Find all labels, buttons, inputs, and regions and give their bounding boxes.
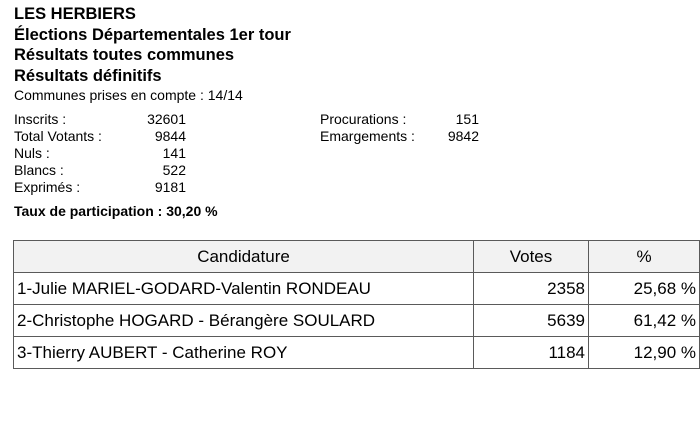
communes-count: Communes prises en compte : 14/14 xyxy=(14,87,243,103)
stat-value: 522 xyxy=(162,162,186,178)
candidate-percent: 25,68 % xyxy=(589,273,700,305)
status-title: Résultats définitifs xyxy=(14,66,162,85)
stats-right xyxy=(320,111,479,145)
stat-row-emargements xyxy=(320,128,479,145)
candidate-votes: 2358 xyxy=(474,273,589,305)
candidate-votes: 5639 xyxy=(474,305,589,337)
stat-row-procurations xyxy=(320,111,479,128)
stat-label: Nuls : xyxy=(14,145,50,161)
candidate-percent: 61,42 % xyxy=(589,305,700,337)
results-table xyxy=(13,240,700,369)
table-row xyxy=(14,273,700,305)
stat-label: Exprimés : xyxy=(14,179,81,195)
stat-value: 141 xyxy=(162,145,186,161)
scope-title: Résultats toutes communes xyxy=(14,46,235,64)
stat-value: 9181 xyxy=(154,179,186,195)
participation-rate: Taux de participation : 30,20 % xyxy=(14,203,218,219)
stat-label: Blancs : xyxy=(14,162,64,178)
results-header xyxy=(14,4,291,103)
table-row xyxy=(14,305,700,337)
stat-row-blancs xyxy=(14,162,186,179)
stat-row-exprimes xyxy=(14,179,186,196)
stat-value: 151 xyxy=(455,111,479,127)
candidate-name: 2-Christophe HOGARD - Bérangère SOULARD xyxy=(14,305,474,337)
stat-label: Procurations : xyxy=(320,111,407,127)
stat-row-total-votants xyxy=(14,128,186,145)
stat-label: Emargements : xyxy=(320,128,415,144)
candidate-percent: 12,90 % xyxy=(589,337,700,369)
table-row xyxy=(14,337,700,369)
candidate-name: 3-Thierry AUBERT - Catherine ROY xyxy=(14,337,474,369)
header-candidature: Candidature xyxy=(14,241,474,273)
header-votes: Votes xyxy=(474,241,589,273)
stat-value: 9842 xyxy=(447,128,479,144)
stat-value: 32601 xyxy=(147,111,186,127)
candidate-votes: 1184 xyxy=(474,337,589,369)
stat-row-nuls xyxy=(14,145,186,162)
stat-row-inscrits xyxy=(14,111,186,128)
election-title: Élections Départementales 1er tour xyxy=(14,25,291,44)
candidate-name: 1-Julie MARIEL-GODARD-Valentin RONDEAU xyxy=(14,273,474,305)
stats-left xyxy=(14,111,186,196)
stat-value: 9844 xyxy=(154,128,186,144)
stat-label: Total Votants : xyxy=(14,128,102,144)
header-percent: % xyxy=(589,241,700,273)
commune-title: LES HERBIERS xyxy=(14,5,136,23)
stat-label: Inscrits : xyxy=(14,111,67,127)
table-header-row xyxy=(14,241,700,273)
